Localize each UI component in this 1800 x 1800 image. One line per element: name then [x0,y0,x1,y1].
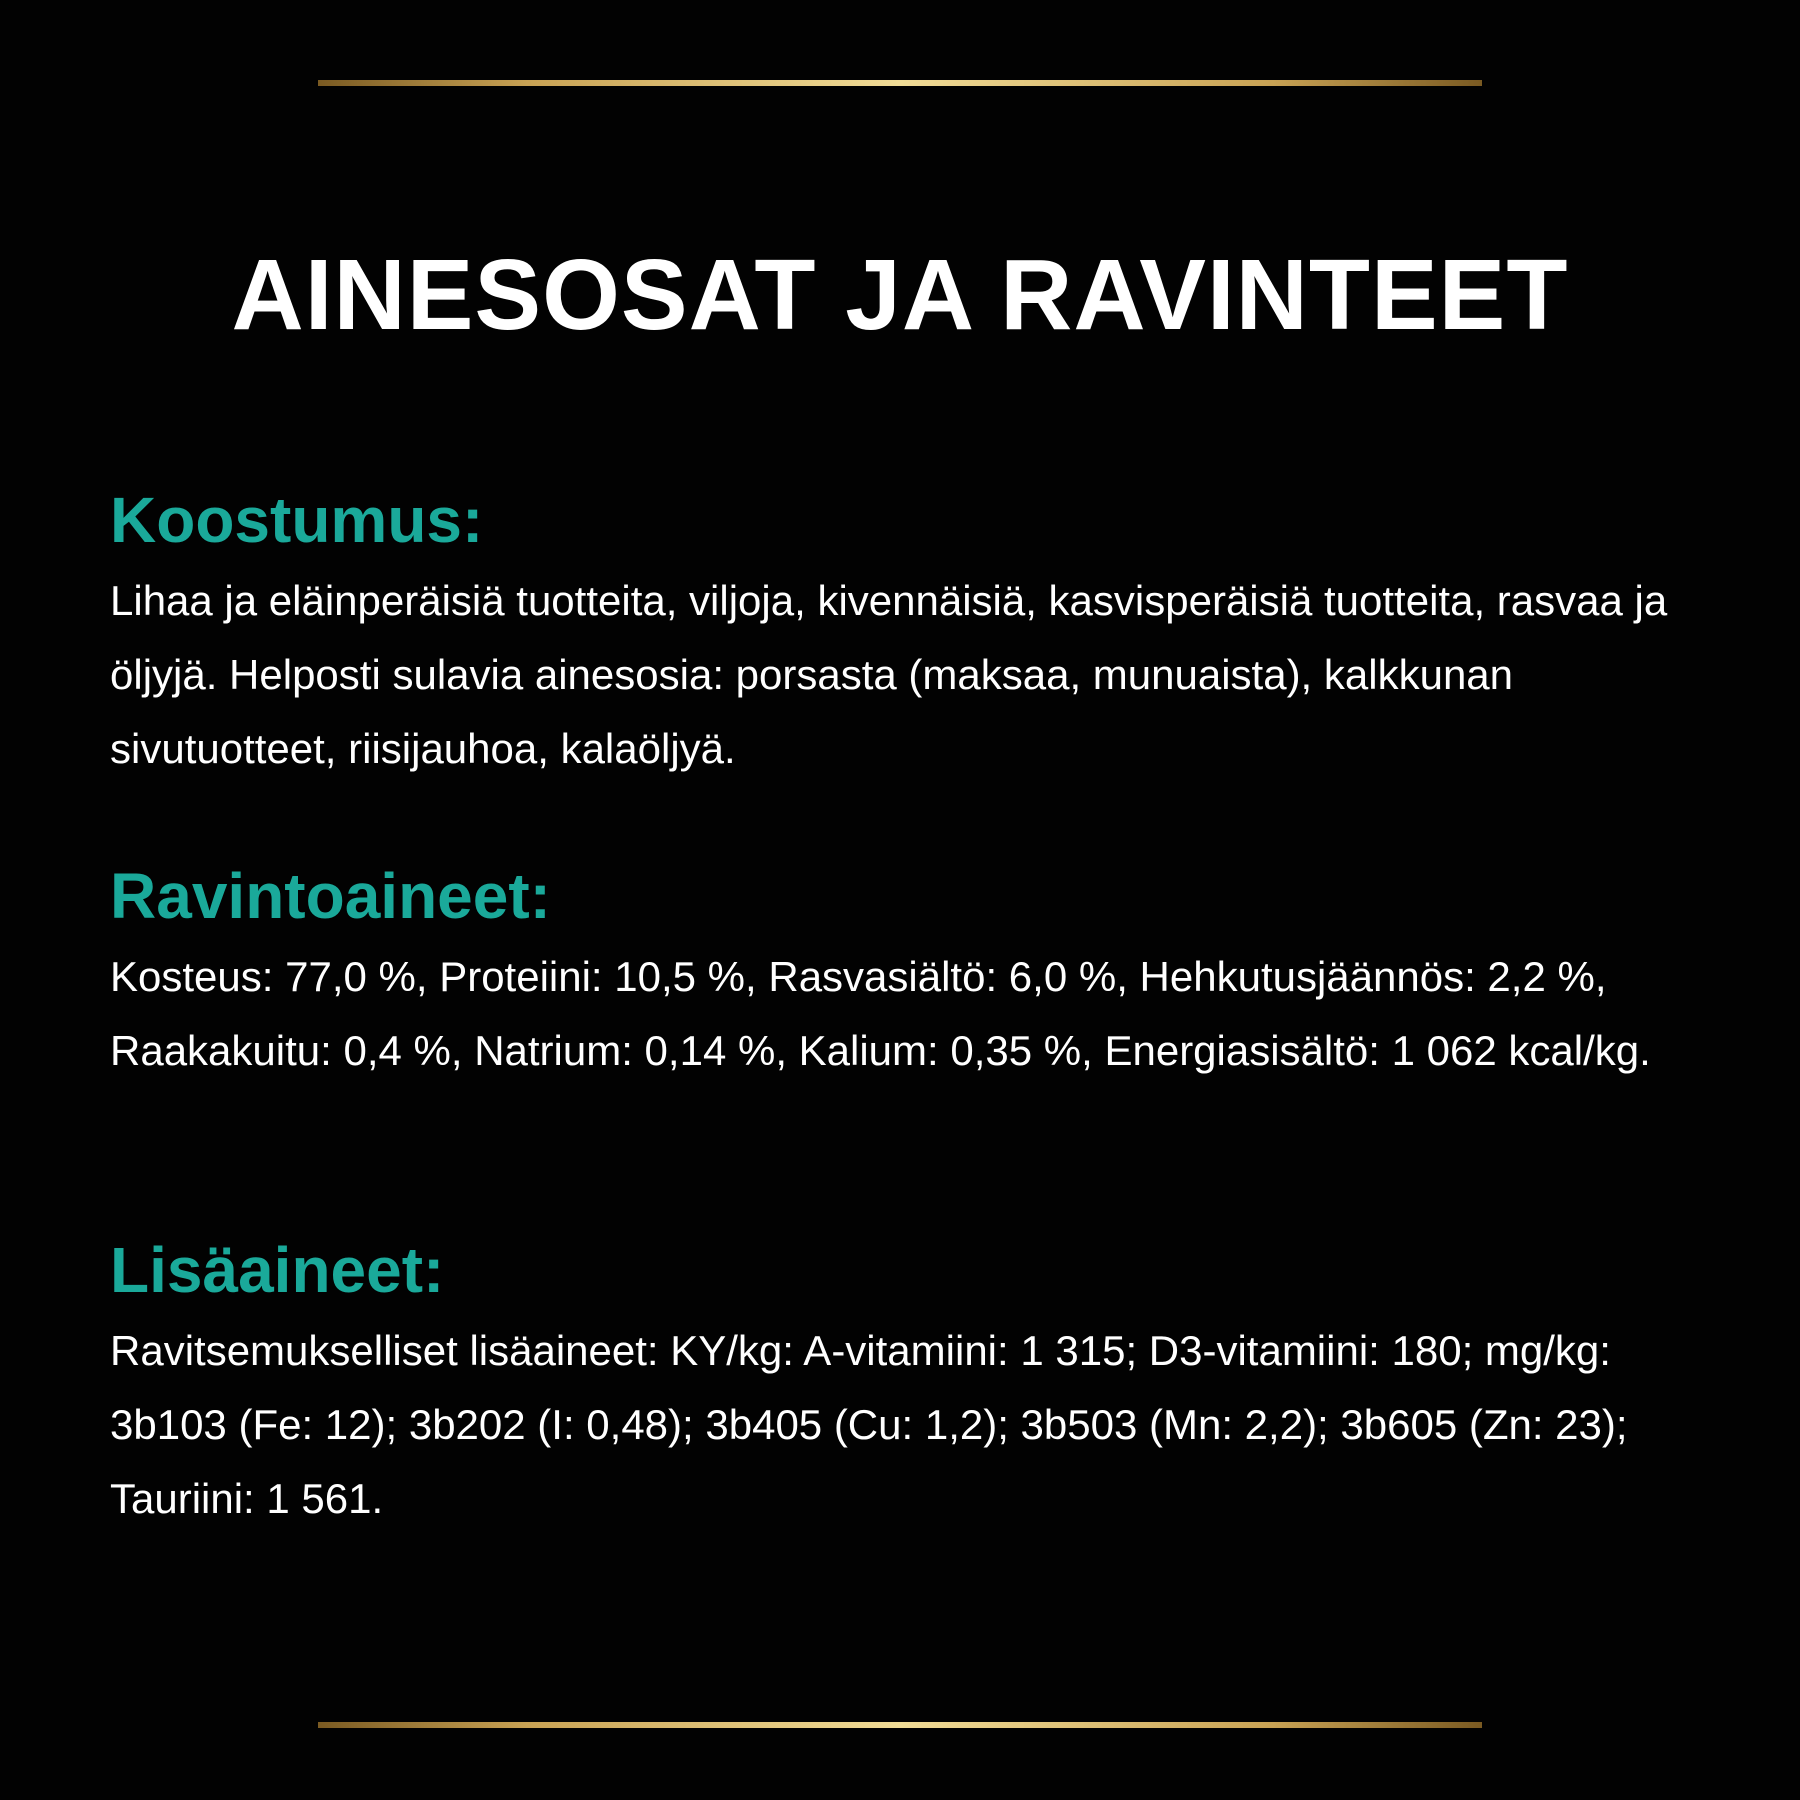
top-gold-divider [318,80,1482,86]
additives-text: Ravitsemukselliset lisäaineet: KY/kg: A-vitamiini: 1 315; D3-vitamiini: 180; mg/kg: 3b103 (Fe: 12); 3b202 (I: 0,48); 3b405 (Cu: 1,2); 3b503 (Mn: 2,2); 3b605 (Zn: 23); Tauriini: 1 561. [110,1327,1628,1522]
composition-section [110,478,1710,786]
page-title: AINESOSAT JA RAVINTEET [231,239,1569,351]
bottom-gold-divider [318,1722,1482,1728]
nutrients-heading: Ravintoaineet: [110,860,551,932]
composition-heading: Koostumus: [110,484,484,556]
additives-section [110,1228,1710,1536]
additives-heading: Lisäaineet: [110,1234,445,1306]
nutrients-text: Kosteus: 77,0 %, Proteiini: 10,5 %, Rasvasiältö: 6,0 %, Hehkutusjäännös: 2,2 %, Raakakuitu: 0,4 %, Natrium: 0,14 %, Kalium: 0,35 %, Energiasisältö: 1 062 kcal/kg. [110,953,1651,1074]
nutrients-section [110,854,1710,1088]
composition-text: Lihaa ja eläinperäisiä tuotteita, viljoja, kivennäisiä, kasvisperäisiä tuotteita, rasvaa ja öljyjä. Helposti sulavia ainesosia: porsasta (maksaa, munuaista), kalkkunan sivutuotteet, riisijauhoa, kalaöljyä. [110,577,1668,772]
